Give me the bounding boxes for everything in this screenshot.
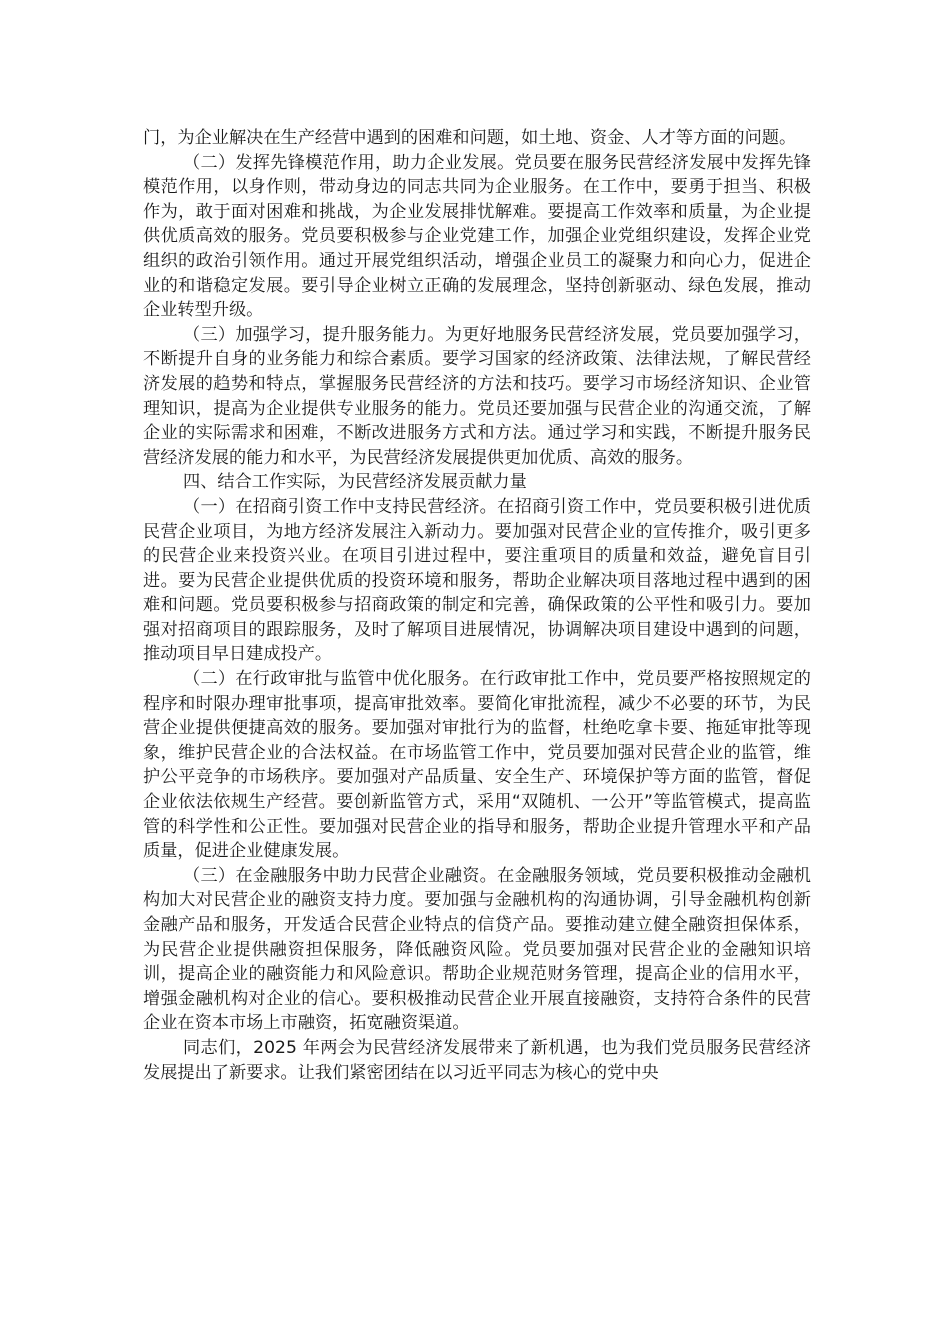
paragraph-section-4-3: （三）在金融服务中助力民营企业融资。在金融服务领域，党员要积极推动金融机构加大对民营企业的融资支持力度。要加强与金融机构的沟通协调，引导金融机构创新金融产品和服务，开发适合民营企业特点的信贷产品。要推动建立健全融资担保体系，为民营企业提供融资担保服务，降低融资风险。党员要加强对民营企业的金融知识培训，提高企业的融资能力和风险意识。帮助企业规范财务管理，提高企业的信用水平，增强金融机构对企业的信心。要积极推动民营企业开展直接融资，支持符合条件的民营企业在资本市场上市融资，拓宽融资渠道。 [143,865,811,1034]
paragraph-section-3-3: （三）加强学习，提升服务能力。为更好地服务民营经济发展，党员要加强学习，不断提升自身的业务能力和综合素质。要学习国家的经济政策、法律法规，了解民营经济发展的趋势和特点，掌握服务民营经济的方法和技巧。要学习市场经济知识、企业管理知识，提高为企业提供专业服务的能力。党员还要加强与民营企业的沟通交流，了解企业的实际需求和困难，不断改进服务方式和方法。通过学习和实践，不断提升服务民营经济发展的能力和水平，为民营经济发展提供更加优质、高效的服务。 [143,324,811,468]
paragraph-section-3-2: （二）发挥先锋模范作用，助力企业发展。党员要在服务民营经济发展中发挥先锋模范作用，以身作则，带动身边的同志共同为企业服务。在工作中，要勇于担当、积极作为，敢于面对困难和挑战，为企业发展排忧解难。要提高工作效率和质量，为企业提供优质高效的服务。党员要积极参与企业党建工作，加强企业党组织建设，发挥企业党组织的政治引领作用。通过开展党组织活动，增强企业员工的凝聚力和向心力，促进企业的和谐稳定发展。要引导企业树立正确的发展理念，坚持创新驱动、绿色发展，推动企业转型升级。 [143,152,811,321]
paragraph-section-4-1: （一）在招商引资工作中支持民营经济。在招商引资工作中，党员要积极引进优质民营企业项目，为地方经济发展注入新动力。要加强对民营企业的宣传推介，吸引更多的民营企业来投资兴业。在项目引进过程中，要注重项目的质量和效益，避免盲目引进。要为民营企业提供优质的投资环境和服务，帮助企业解决项目落地过程中遇到的困难和问题。党员要积极参与招商政策的制定和完善，确保政策的公平性和吸引力。要加强对招商项目的跟踪服务，及时了解项目进展情况，协调解决项目建设中遇到的问题，推动项目早日建成投产。 [143,496,811,665]
paragraph-continuation: 门，为企业解决在生产经营中遇到的困难和问题，如土地、资金、人才等方面的问题。 [143,128,797,148]
paragraph-closing: 同志们，2025 年两会为民营经济发展带来了新机遇，也为我们党员服务民营经济发展提出了新要求。让我们紧密团结在以习近平同志为核心的党中央 [143,1037,811,1083]
document-body [143,126,811,1085]
section-heading-4: 四、结合工作实际，为民营经济发展贡献力量 [183,472,527,493]
paragraph-section-4-2: （二）在行政审批与监管中优化服务。在行政审批工作中，党员要严格按照规定的程序和时限办理审批事项，提高审批效率。要简化审批流程，减少不必要的环节，为民营企业提供便捷高效的服务。要加强对审批行为的监督，杜绝吃拿卡要、拖延审批等现象，维护民营企业的合法权益。在市场监管工作中，党员要加强对民营企业的监管，维护公平竞争的市场秩序。要加强对产品质量、安全生产、环境保护等方面的监管，督促企业依法依规生产经营。要创新监管方式，采用“双随机、一公开”等监管模式，提高监管的科学性和公正性。要加强对民营企业的指导和服务，帮助企业提升管理水平和产品质量，促进企业健康发展。 [143,669,811,862]
